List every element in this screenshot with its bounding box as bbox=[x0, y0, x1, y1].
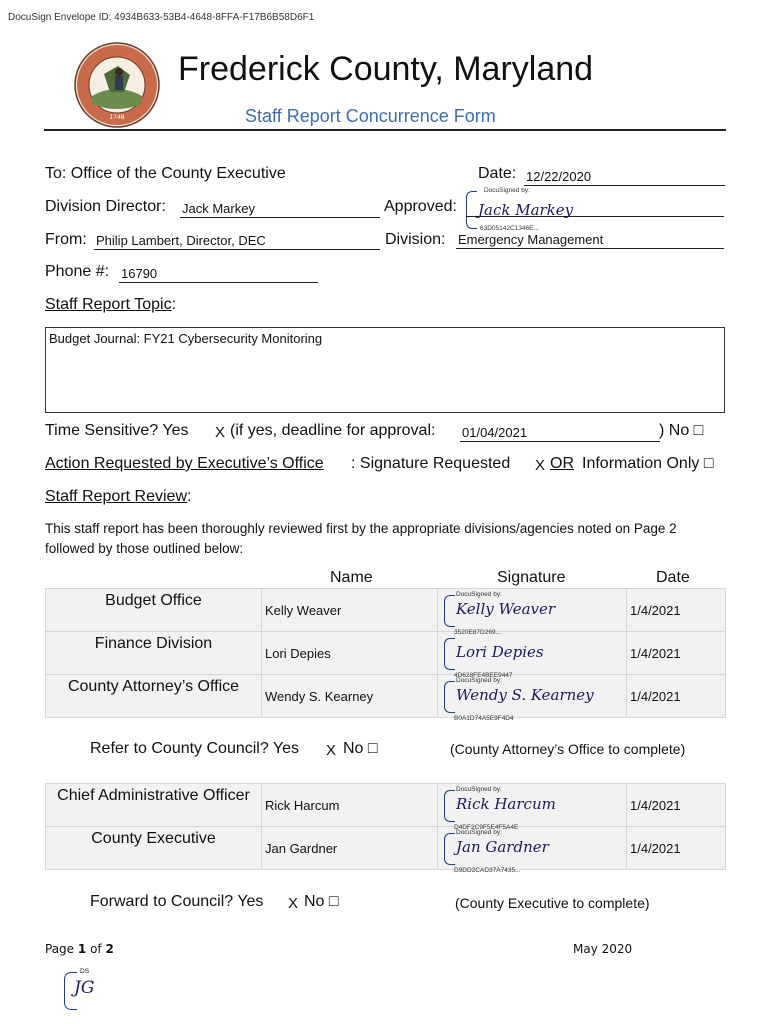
refer-council-yes-checkbox[interactable]: X bbox=[326, 742, 337, 759]
docusigned-by-label: DocuSigned by: bbox=[456, 677, 502, 684]
county-seal-icon bbox=[74, 42, 160, 128]
forward-council-label: Forward to Council? Yes bbox=[90, 893, 264, 910]
initials-field[interactable] bbox=[64, 968, 116, 1010]
division-label: Division: bbox=[385, 231, 446, 248]
name-cell: Lori Depies bbox=[262, 632, 438, 675]
docusign-bracket bbox=[444, 790, 455, 822]
office-cell: Finance Division bbox=[46, 632, 262, 675]
signature-cell[interactable] bbox=[438, 632, 627, 679]
forward-council-note: (County Executive to complete) bbox=[455, 895, 650, 911]
name-cell: Jan Gardner bbox=[262, 827, 438, 870]
refer-council-no-checkbox[interactable]: No □ bbox=[343, 740, 378, 757]
name-column-header: Name bbox=[330, 569, 373, 586]
form-subtitle: Staff Report Concurrence Form bbox=[245, 106, 496, 126]
review-table bbox=[45, 588, 726, 722]
table-row bbox=[46, 675, 726, 718]
page-number: Page 1 of 2 bbox=[45, 942, 114, 956]
division-director-field[interactable]: Jack Markey bbox=[180, 200, 380, 218]
signature-image: Kelly Weaver bbox=[456, 600, 556, 618]
date-cell: 1/4/2021 bbox=[627, 632, 726, 675]
refer-council-label: Refer to County Council? Yes bbox=[90, 740, 300, 757]
docusigned-by-label: DocuSigned by: bbox=[456, 786, 502, 793]
signature-requested-checkbox[interactable]: X bbox=[535, 457, 546, 474]
time-sensitive-yes-checkbox[interactable]: X bbox=[215, 424, 226, 441]
signature-cell[interactable] bbox=[438, 784, 627, 831]
table-row bbox=[46, 784, 726, 827]
date-cell: 1/4/2021 bbox=[627, 827, 726, 870]
approved-label: Approved: bbox=[384, 198, 457, 215]
table-row bbox=[46, 827, 726, 870]
signature-requested-label: : Signature Requested bbox=[351, 455, 511, 472]
date-label: Date: bbox=[478, 165, 517, 182]
signature-column-header: Signature bbox=[497, 569, 566, 586]
signature-cell[interactable] bbox=[438, 827, 627, 874]
docusign-bracket bbox=[466, 191, 477, 229]
signature-image: Jan Gardner bbox=[456, 838, 549, 856]
division-director-label: Division Director: bbox=[45, 198, 166, 215]
review-heading: Staff Report Review: bbox=[45, 488, 192, 505]
name-cell: Rick Harcum bbox=[262, 784, 438, 827]
date-cell: 1/4/2021 bbox=[627, 675, 726, 718]
signature-id: 4D628FE4BEE9447 bbox=[454, 672, 513, 679]
docusign-bracket bbox=[444, 595, 455, 627]
name-cell: Wendy S. Kearney bbox=[262, 675, 438, 718]
review-paragraph: This staff report has been thoroughly reviewed first by the appropriate divisions/agencies noted on Page 2 followed by those outlined below: bbox=[45, 521, 677, 556]
signature-image: Lori Depies bbox=[456, 643, 544, 661]
approved-signature-field[interactable] bbox=[466, 185, 724, 235]
signature-id: D9DD2CAD37A7435... bbox=[454, 867, 521, 874]
to-label: To: Office of the County Executive bbox=[45, 165, 286, 182]
signature-image: Wendy S. Kearney bbox=[456, 686, 594, 704]
deadline-label: (if yes, deadline for approval: bbox=[230, 422, 436, 439]
signature-cell[interactable] bbox=[438, 675, 627, 722]
topic-heading: Staff Report Topic: bbox=[45, 296, 177, 313]
signature-id: 3520E87D269... bbox=[454, 629, 501, 636]
deadline-field[interactable]: 01/04/2021 bbox=[460, 424, 660, 442]
phone-label: Phone #: bbox=[45, 263, 110, 280]
from-field[interactable]: Philip Lambert, Director, DEC bbox=[94, 232, 380, 250]
date-cell: 1/4/2021 bbox=[627, 589, 726, 632]
office-cell: County Executive bbox=[46, 827, 262, 870]
page-title: Frederick County, Maryland bbox=[178, 50, 594, 88]
action-requested-label: Action Requested by Executive’s Office bbox=[45, 455, 324, 472]
forward-council-no-checkbox[interactable]: No □ bbox=[304, 893, 339, 910]
docusign-bracket bbox=[444, 833, 455, 865]
forward-council-yes-checkbox[interactable]: X bbox=[288, 895, 299, 912]
signature-id: B0A1D74A5E9F4D4 bbox=[454, 715, 514, 722]
time-sensitive-no-checkbox[interactable]: ) No □ bbox=[659, 422, 704, 439]
date-column-header: Date bbox=[656, 569, 690, 586]
initials-signature: JG bbox=[74, 978, 95, 998]
signature-id: D4DF2C9F5E4F5A4E bbox=[454, 824, 519, 831]
name-cell: Kelly Weaver bbox=[262, 589, 438, 632]
header-divider bbox=[44, 129, 726, 131]
form-version: May 2020 bbox=[573, 942, 633, 956]
from-label: From: bbox=[45, 231, 87, 248]
approved-signature: Jack Markey bbox=[478, 201, 574, 219]
office-cell: County Attorney’s Office bbox=[46, 675, 262, 718]
or-label: OR bbox=[550, 455, 574, 472]
initials-ds-label: DS bbox=[80, 968, 90, 975]
docusigned-by-label: DocuSigned by: bbox=[456, 829, 502, 836]
time-sensitive-label: Time Sensitive? Yes bbox=[45, 422, 189, 439]
signature-cell[interactable] bbox=[438, 589, 627, 636]
topic-value: Budget Journal: FY21 Cybersecurity Monitoring bbox=[49, 331, 323, 346]
docusign-envelope-id: DocuSign Envelope ID: 4934B633-53B4-4648-8FFA-F17B6B58D6F1 bbox=[8, 12, 315, 23]
date-cell: 1/4/2021 bbox=[627, 784, 726, 827]
date-field[interactable]: 12/22/2020 bbox=[524, 168, 725, 186]
refer-council-note: (County Attorney’s Office to complete) bbox=[450, 741, 686, 757]
docusigned-by-label: DocuSigned by: bbox=[484, 187, 530, 194]
executive-table bbox=[45, 783, 726, 874]
docusigned-by-label: DocuSigned by: bbox=[456, 591, 502, 598]
docusign-bracket bbox=[444, 681, 455, 713]
phone-field[interactable]: 16790 bbox=[119, 265, 318, 283]
approved-sig-id: 63D05142C1346E... bbox=[480, 225, 539, 232]
table-row bbox=[46, 632, 726, 675]
information-only-checkbox[interactable]: Information Only □ bbox=[582, 455, 714, 472]
table-row bbox=[46, 589, 726, 632]
approved-underline bbox=[466, 216, 724, 217]
svg-text:1748: 1748 bbox=[109, 114, 125, 121]
docusign-bracket bbox=[444, 638, 455, 670]
office-cell: Chief Administrative Officer bbox=[46, 784, 262, 827]
division-field[interactable]: Emergency Management bbox=[456, 231, 724, 249]
signature-image: Rick Harcum bbox=[456, 795, 556, 813]
office-cell: Budget Office bbox=[46, 589, 262, 632]
